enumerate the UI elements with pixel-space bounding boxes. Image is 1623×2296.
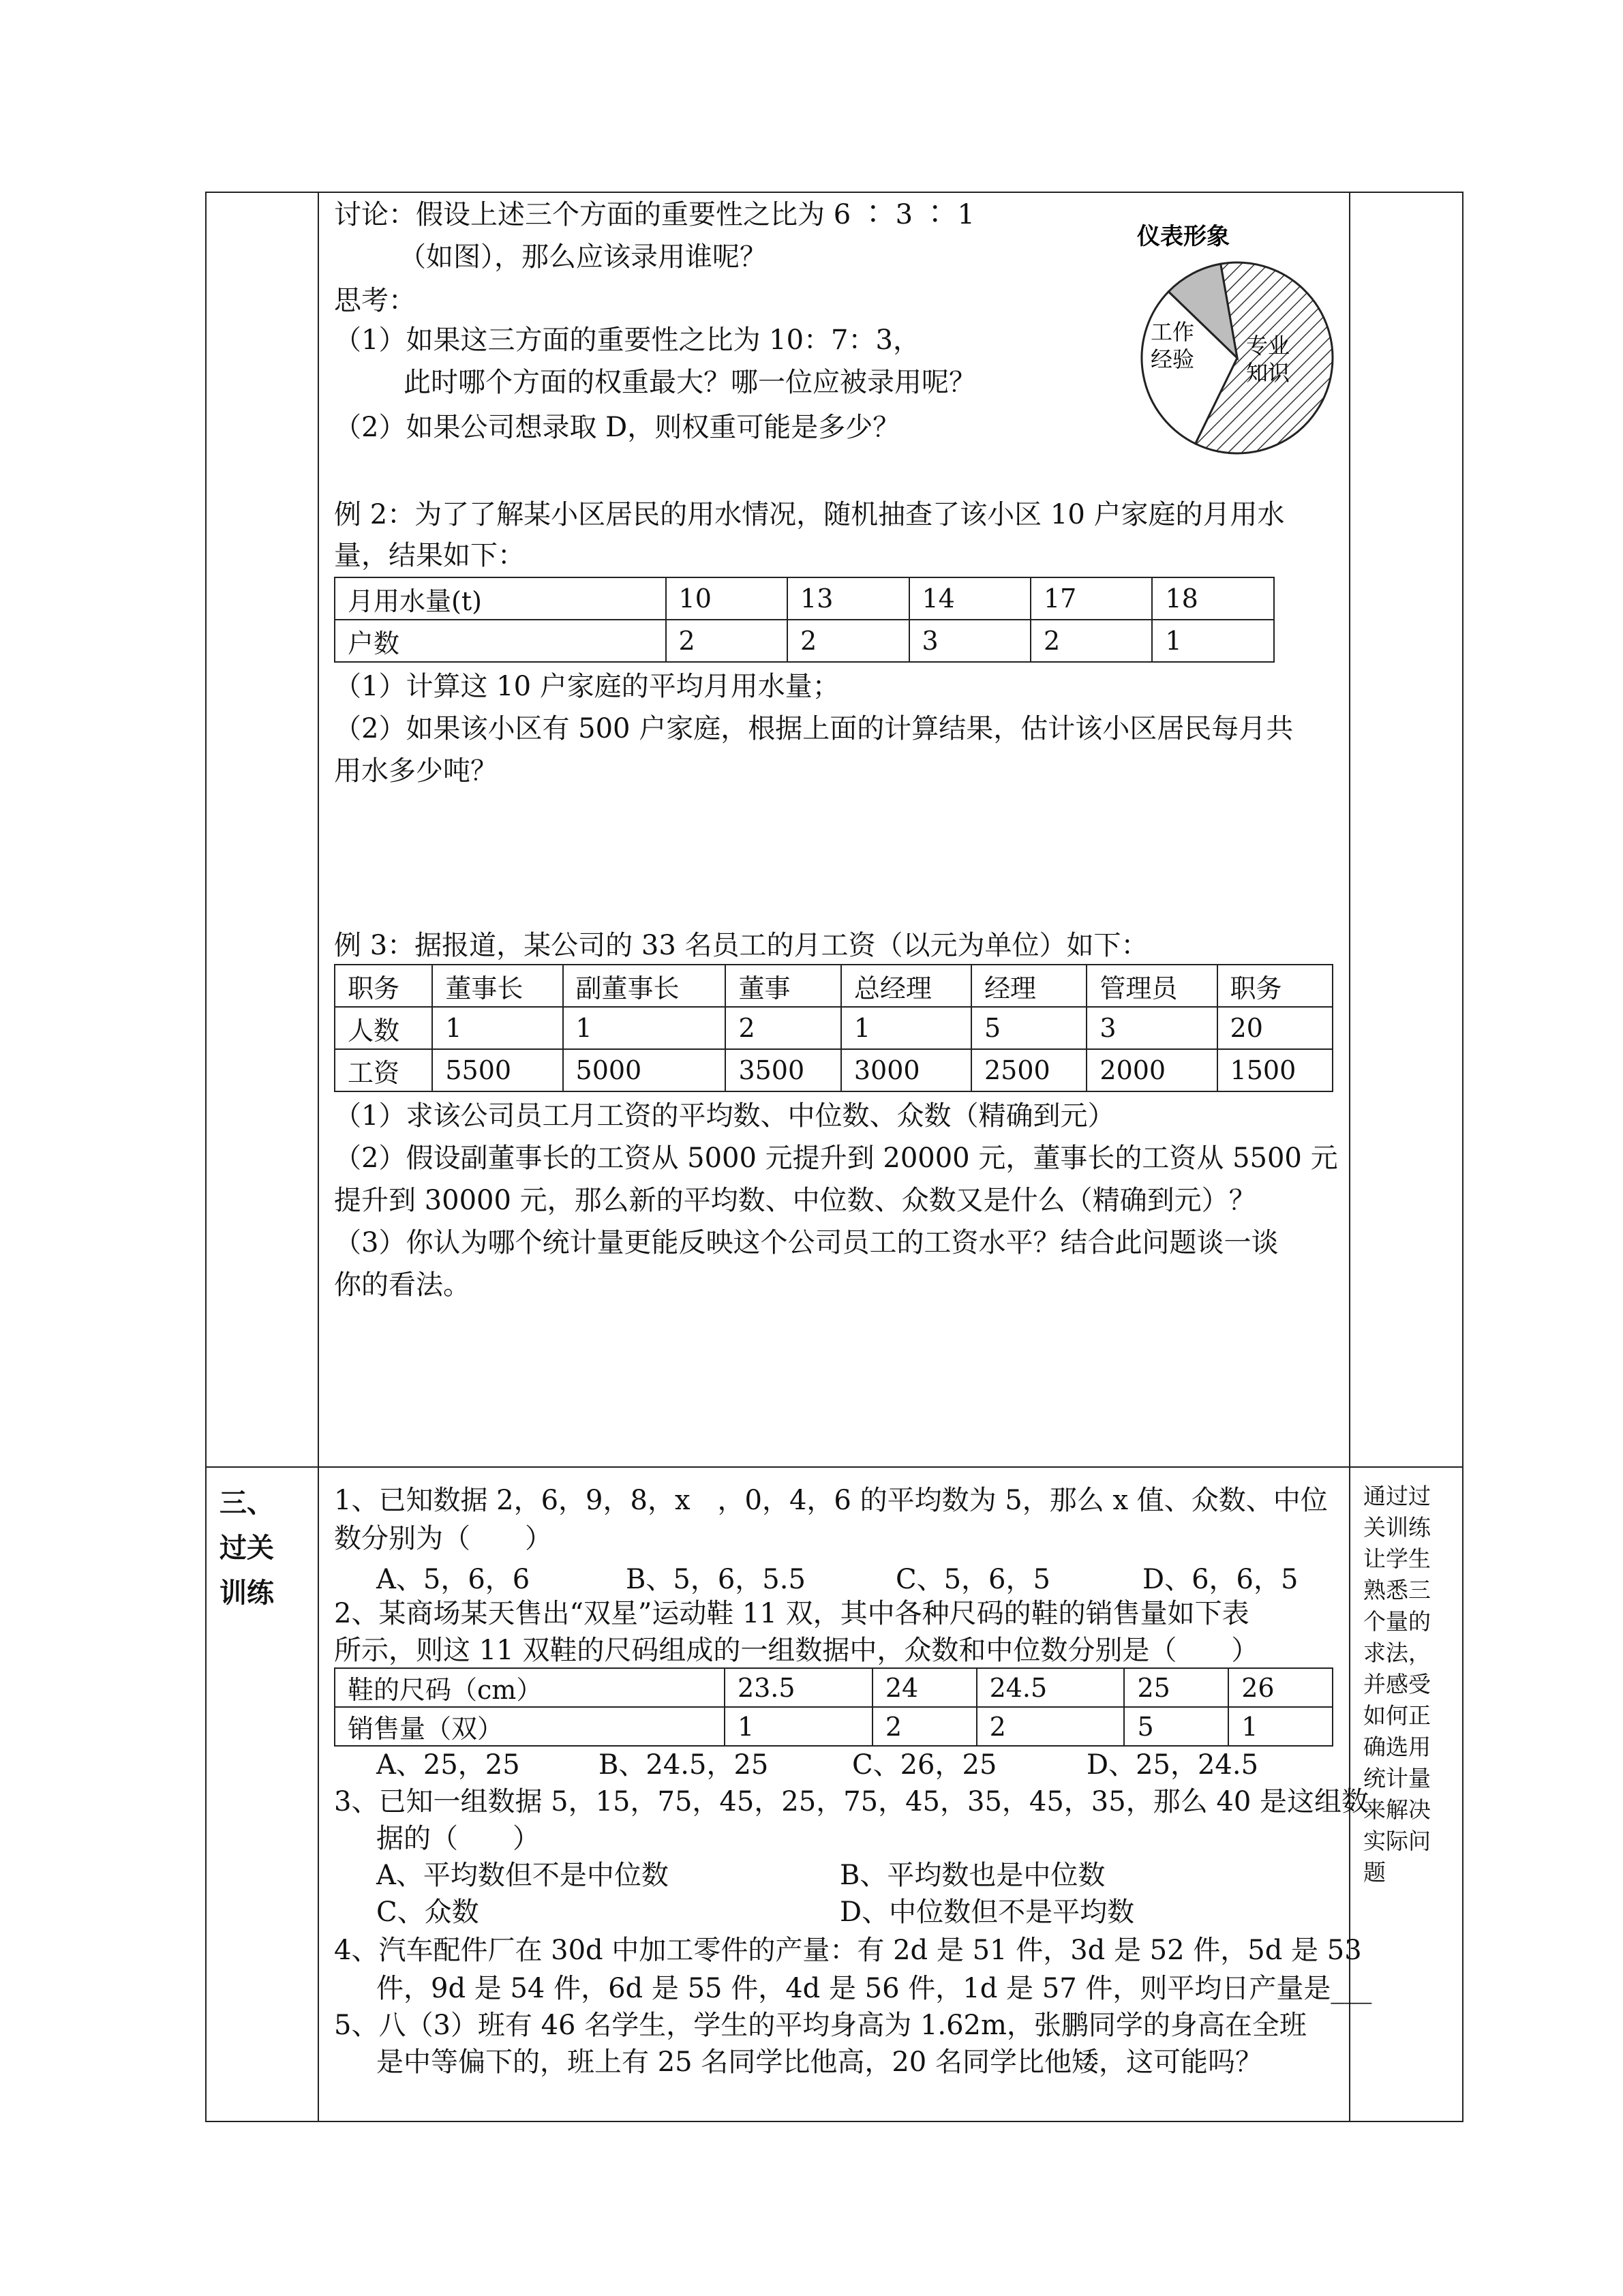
side-note-line: 让学生 xyxy=(1363,1545,1431,1572)
table-row xyxy=(335,1707,1333,1746)
table-cell: 5 xyxy=(971,1007,1087,1049)
table-cell: 2 xyxy=(977,1707,1125,1746)
table-cell: 20 xyxy=(1217,1007,1333,1049)
table-cell: 职务 xyxy=(1217,965,1333,1007)
example3-question-1: （1）求该公司员工月工资的平均数、中位数、众数（精确到元） xyxy=(334,1100,1115,1132)
table-cell: 3 xyxy=(909,620,1031,662)
table-cell: 17 xyxy=(1031,577,1152,620)
table-cell: 1 xyxy=(725,1707,873,1746)
side-note-line: 来解决 xyxy=(1363,1796,1431,1823)
problem2-option-c: C、26，25 xyxy=(852,1749,997,1781)
example2-line-2: 量，结果如下： xyxy=(334,540,525,571)
table-cell: 2000 xyxy=(1087,1049,1217,1091)
side-note-line: 求法， xyxy=(1363,1640,1431,1666)
side-note-line: 熟悉三 xyxy=(1363,1577,1431,1603)
table-cell: 1 xyxy=(1152,620,1274,662)
table-cell: 月用水量(t) xyxy=(335,577,666,620)
problem1-option-d: D、6，6，5 xyxy=(1142,1564,1299,1595)
problem2-line-b: 所示，则这 11 双鞋的尺码组成的一组数据中，众数和中位数分别是（ ） xyxy=(334,1635,1259,1666)
example2-question-2a: （2）如果该小区有 500 户家庭，根据上面的计算结果，估计该小区居民每月共 xyxy=(334,713,1294,744)
side-note xyxy=(1363,1481,1438,1888)
table-cell: 13 xyxy=(787,577,909,620)
section-title-line-2: 过关 xyxy=(219,1532,274,1564)
table-cell: 副董事长 xyxy=(563,965,726,1007)
table-cell: 1500 xyxy=(1217,1049,1333,1091)
shoe-size-table xyxy=(334,1667,1333,1747)
salary-table xyxy=(334,964,1333,1092)
example3-question-2b: 提升到 30000 元，那么新的平均数、中位数、众数又是什么（精确到元）？ xyxy=(334,1185,1256,1216)
think-question-2: （2）如果公司想录取 D，则权重可能是多少？ xyxy=(334,412,900,443)
example2-question-2b: 用水多少吨？ xyxy=(334,755,498,787)
table-cell: 鞋的尺码（cm） xyxy=(335,1668,725,1707)
problem1-line-b: 数分别为（ ） xyxy=(334,1523,552,1554)
table-cell: 3500 xyxy=(725,1049,840,1091)
table-row xyxy=(335,620,1274,662)
table-cell: 董事 xyxy=(725,965,840,1007)
problem3-line-a: 3、已知一组数据 5，15，75，45，25，75，45，35，45，35，那么 40 是这组数 xyxy=(334,1786,1369,1817)
table-cell: 18 xyxy=(1152,577,1274,620)
table-cell: 14 xyxy=(909,577,1031,620)
table-row xyxy=(335,965,1333,1007)
table-cell: 工资 xyxy=(335,1049,432,1091)
side-note-line: 题 xyxy=(1363,1859,1386,1886)
discussion-line-1: 讨论：假设上述三个方面的重要性之比为 6 ∶ 3 ∶ 1 xyxy=(334,199,975,230)
table-row xyxy=(335,1007,1333,1049)
section-title-line-1: 三、 xyxy=(219,1487,274,1519)
table-cell: 5 xyxy=(1124,1707,1228,1746)
table-row xyxy=(335,577,1274,620)
table-cell: 10 xyxy=(666,577,787,620)
problem2-line-a: 2、某商场某天售出“双星”运动鞋 11 双，其中各种尺码的鞋的销售量如下表 xyxy=(334,1598,1249,1629)
table-cell: 经理 xyxy=(971,965,1087,1007)
table-cell: 2 xyxy=(873,1707,977,1746)
table-cell: 2500 xyxy=(971,1049,1087,1091)
problem2-option-d: D、25，24.5 xyxy=(1087,1749,1259,1781)
table-cell: 管理员 xyxy=(1087,965,1217,1007)
problem2-option-b: B、24.5，25 xyxy=(598,1749,769,1781)
problem3-line-b: 据的（ ） xyxy=(376,1823,540,1854)
pie-label-appearance: 仪表形象 xyxy=(1137,223,1230,250)
side-note-line: 如何正 xyxy=(1363,1702,1431,1729)
table-cell: 3 xyxy=(1087,1007,1217,1049)
table-cell: 3000 xyxy=(841,1049,971,1091)
example3-question-3a: （3）你认为哪个统计量更能反映这个公司员工的工资水平？结合此问题谈一谈 xyxy=(334,1227,1279,1258)
example2-question-1: （1）计算这 10 户家庭的平均月用水量； xyxy=(334,671,840,702)
table-cell: 5500 xyxy=(432,1049,562,1091)
side-note-line: 统计量 xyxy=(1363,1765,1431,1792)
table-cell: 1 xyxy=(563,1007,726,1049)
example2-line-1: 例 2：为了了解某小区居民的用水情况，随机抽查了该小区 10 户家庭的月用水 xyxy=(334,499,1285,530)
problem1-option-c: C、5，6，5 xyxy=(896,1564,1050,1595)
table-cell: 2 xyxy=(787,620,909,662)
pie-label-work-1: 工作 xyxy=(1151,319,1195,345)
importance-pie-chart xyxy=(1118,211,1343,457)
table-cell: 户数 xyxy=(335,620,666,662)
side-note-line: 通过过 xyxy=(1363,1483,1431,1509)
row-divider xyxy=(205,1466,1463,1468)
problem4-line-a: 4、汽车配件厂在 30d 中加工零件的产量：有 2d 是 51 件，3d 是 52 件，5d 是 53 xyxy=(334,1935,1362,1966)
problem3-option-c: C、众数 xyxy=(376,1897,479,1928)
table-cell: 2 xyxy=(725,1007,840,1049)
section-title-line-3: 训练 xyxy=(219,1577,274,1609)
side-note-line: 并感受 xyxy=(1363,1671,1431,1697)
table-row xyxy=(335,1668,1333,1707)
example3-line-1: 例 3：据报道，某公司的 33 名员工的月工资（以元为单位）如下： xyxy=(334,930,1149,961)
problem3-option-b: B、平均数也是中位数 xyxy=(840,1860,1106,1891)
column-divider-right xyxy=(1349,192,1350,2122)
table-cell: 职务 xyxy=(335,965,432,1007)
problem5-line-a: 5、八（3）班有 46 名学生，学生的平均身高为 1.62m，张鹏同学的身高在全班 xyxy=(334,2010,1307,2041)
pie-label-prof-2: 知识 xyxy=(1246,360,1290,386)
table-cell: 2 xyxy=(1031,620,1152,662)
table-cell: 2 xyxy=(666,620,787,662)
table-cell: 23.5 xyxy=(725,1668,873,1707)
table-cell: 1 xyxy=(1228,1707,1333,1746)
example3-question-2a: （2）假设副董事长的工资从 5000 元提升到 20000 元，董事长的工资从 5500 元 xyxy=(334,1143,1338,1174)
problem1-option-a: A、5，6，6 xyxy=(376,1564,530,1595)
table-cell: 24 xyxy=(873,1668,977,1707)
side-note-line: 确选用 xyxy=(1363,1734,1431,1760)
column-divider-left xyxy=(318,192,319,2122)
problem3-option-d: D、中位数但不是平均数 xyxy=(840,1897,1135,1928)
table-cell: 1 xyxy=(432,1007,562,1049)
table-cell: 总经理 xyxy=(841,965,971,1007)
problem1-option-b: B、5，6，5.5 xyxy=(626,1564,806,1595)
problem2-option-a: A、25，25 xyxy=(376,1749,520,1781)
table-row xyxy=(335,1049,1333,1091)
problem3-option-a: A、平均数但不是中位数 xyxy=(376,1860,669,1891)
think-label: 思考： xyxy=(334,285,416,316)
discussion-line-2: （如图），那么应该录用谁呢？ xyxy=(399,241,767,273)
problem5-line-b: 是中等偏下的，班上有 25 名同学比他高，20 名同学比他矮，这可能吗？ xyxy=(376,2046,1262,2078)
side-note-line: 个量的 xyxy=(1363,1608,1431,1635)
side-note-line: 实际问 xyxy=(1363,1828,1431,1854)
problem4-line-b: 件，9d 是 54 件，6d 是 55 件，4d 是 56 件，1d 是 57 件，则平均日产量是___ xyxy=(376,1973,1372,2004)
think-question-1b: 此时哪个方面的权重最大？哪一位应被录用呢？ xyxy=(404,367,976,398)
problem1-line-a: 1、已知数据 2，6，9，8，x ，0，4，6 的平均数为 5，那么 x 值、众数、中位 xyxy=(334,1485,1328,1516)
water-usage-table xyxy=(334,577,1275,663)
think-question-1a: （1）如果这三方面的重要性之比为 10：7：3， xyxy=(334,324,920,356)
table-cell: 人数 xyxy=(335,1007,432,1049)
pie-label-prof-1: 专业 xyxy=(1246,333,1290,359)
pie-label-work-2: 经验 xyxy=(1151,346,1195,372)
table-cell: 26 xyxy=(1228,1668,1333,1707)
table-cell: 24.5 xyxy=(977,1668,1125,1707)
table-cell: 5000 xyxy=(563,1049,726,1091)
table-cell: 董事长 xyxy=(432,965,562,1007)
table-cell: 销售量（双） xyxy=(335,1707,725,1746)
example3-question-3b: 你的看法。 xyxy=(334,1269,470,1301)
side-note-line: 关训练 xyxy=(1363,1514,1431,1541)
table-cell: 1 xyxy=(841,1007,971,1049)
table-cell: 25 xyxy=(1124,1668,1228,1707)
